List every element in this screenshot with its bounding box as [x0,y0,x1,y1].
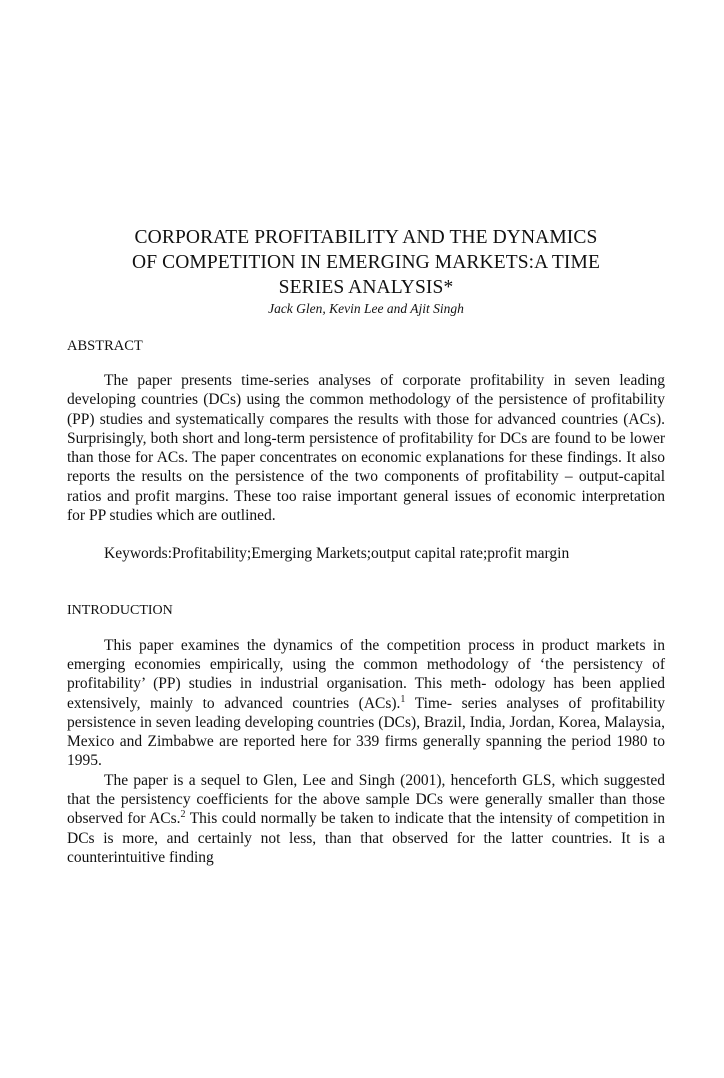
paragraph-text: This paper examines the dynamics of the competition process in product markets in emerging economies empirically, using the common methodology of ‘the persistency of profitability’ (PP) studies in industrial organisation. This meth- odology has been applied extensively, mainly to advanced countries (ACs). [67,636,665,712]
introduction-paragraph-1 [67,636,665,771]
paper-title [67,225,665,300]
abstract-body: The paper presents time-series analyses of corporate profitability in seven leading developing countries (DCs) using the common methodology of the persistence of profitability (PP) studies and systematically compares the results with those for advanced countries (ACs). Surprisingly, both short and long-term persistence of profitability for DCs are found to be lower than those for ACs. The paper concentrates on economic explanations for these findings. It also reports the results on the persistence of the two components of profitability – output-capital ratios and profit margins. These too raise important general issues of economic interpretation for PP studies which are outlined. [67,372,665,525]
paper-page [67,225,665,867]
title-line: OF COMPETITION IN EMERGING MARKETS:A TIME [132,252,600,273]
paragraph-text: Time- series analyses of profitability persistence in seven leading developing countries (DCs), Brazil, India, Jordan, Korea, Malaysia, Mexico and Zimbabwe are reported here for 339 firms generally spanning the period 1980 to 1995. [67,694,665,770]
abstract-heading: ABSTRACT [67,338,143,354]
keywords: Keywords:Profitability;Emerging Markets;output capital rate;profit margin [104,545,570,563]
footnote-marker: 2 [180,809,186,821]
title-line: SERIES ANALYSIS* [278,277,454,298]
introduction-paragraph-2 [67,771,665,867]
footnote-marker: 1 [400,693,406,705]
paper-authors: Jack Glen, Kevin Lee and Ajit Singh [268,301,464,316]
paragraph-text: The paper is a sequel to Glen, Lee and Singh (2001), henceforth GLS, which suggested that the persistency coefficients for the above sample DCs were generally smaller than those observed for ACs. [67,771,665,828]
introduction-heading: INTRODUCTION [67,602,173,618]
paragraph-text: This could normally be taken to indicate that the intensity of competition in DCs is more, and certainly not less, than that observed for the latter countries. It is a counterintuitive finding [67,810,665,866]
title-line: CORPORATE PROFITABILITY AND THE DYNAMICS [134,227,598,248]
